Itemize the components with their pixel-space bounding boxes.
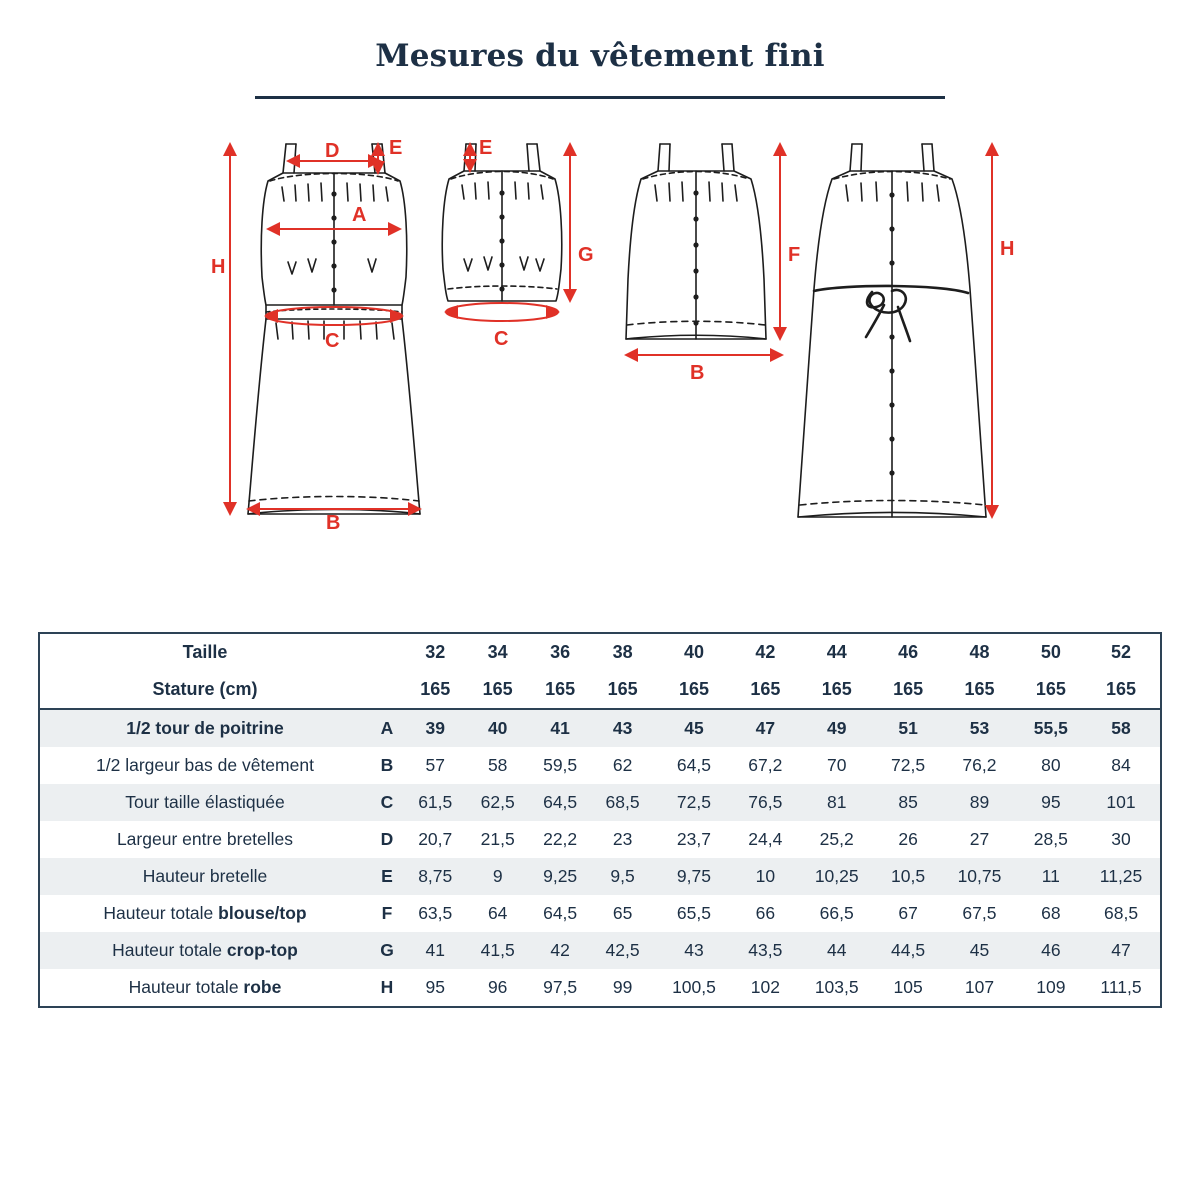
cell: 36	[550, 642, 571, 662]
cell: 68,5	[591, 784, 653, 821]
row-label-hauteur-blouse	[40, 895, 370, 932]
cell: 21,5	[480, 829, 515, 849]
table-row-hauteur-bretelle	[40, 858, 1160, 895]
title-divider	[255, 96, 945, 99]
cell: 84	[1111, 755, 1131, 775]
cell: 24,4	[748, 829, 783, 849]
cell: 50	[1040, 642, 1061, 662]
cell: 61,5	[404, 784, 466, 821]
cell: 59,5	[543, 755, 578, 775]
figure-crop-top	[442, 144, 562, 301]
cell: 43,5	[734, 932, 796, 969]
cell: 64	[487, 903, 508, 923]
cell: 22,2	[543, 829, 578, 849]
cell: 57	[425, 755, 445, 775]
cell: 63,5	[418, 903, 453, 923]
cell: 165	[529, 671, 591, 709]
cell: 52	[1111, 642, 1132, 662]
row-letter-E: E	[370, 858, 404, 895]
cell: 44	[797, 932, 877, 969]
cell: 89	[939, 784, 1019, 821]
cell: 39	[404, 709, 466, 747]
cell: 96	[487, 977, 508, 997]
page-title: Mesures du vêtement fini	[375, 38, 825, 74]
cell: 65,5	[676, 903, 711, 923]
cell: 38	[612, 642, 633, 662]
row-letter-A: A	[370, 709, 404, 747]
row-label-emphasis: blouse/top	[218, 903, 307, 923]
cell: 34	[487, 642, 508, 662]
cell: 42	[529, 932, 591, 969]
cell: 105	[893, 977, 923, 997]
cell: 11	[1020, 858, 1082, 895]
cell: 49	[797, 709, 877, 747]
table-row-hauteur-croptop	[40, 932, 1160, 969]
cell: 32	[425, 642, 446, 662]
cell: 165	[654, 671, 734, 709]
row-letter-taille	[370, 634, 404, 671]
garment-diagram	[0, 109, 1200, 569]
cell: 20,7	[418, 829, 453, 849]
cell: 165	[939, 671, 1019, 709]
cell: 40	[466, 709, 528, 747]
cell: 45	[654, 709, 734, 747]
cell: 41	[529, 709, 591, 747]
garment-diagram-svg	[0, 109, 1200, 569]
cell: 99	[612, 977, 633, 997]
cell: 42,5	[591, 932, 653, 969]
table-row-stature	[40, 671, 1160, 709]
cell: 67,2	[748, 755, 783, 775]
row-label-text: Hauteur totale	[112, 940, 227, 960]
cell: 62	[612, 755, 633, 775]
cell: 85	[877, 784, 939, 821]
diagram-label-A: A	[352, 204, 367, 226]
cell: 66,5	[819, 903, 854, 923]
size-table	[40, 634, 1160, 1006]
cell: 70	[826, 755, 847, 775]
diagram-label-G: G	[578, 244, 594, 266]
table-row-bas-vetement	[40, 747, 1160, 784]
cell: 95	[1020, 784, 1082, 821]
cell: 109	[1036, 977, 1066, 997]
diagram-label-C1: C	[325, 330, 340, 352]
cell: 165	[466, 671, 528, 709]
cell: 62,5	[466, 784, 528, 821]
cell: 11,25	[1082, 858, 1160, 895]
cell: 46	[898, 642, 919, 662]
cell: 95	[425, 977, 445, 997]
row-label-emphasis: robe	[243, 977, 282, 997]
cell: 10,75	[939, 858, 1019, 895]
cell: 165	[877, 671, 939, 709]
cell: 100,5	[672, 977, 716, 997]
cell: 101	[1082, 784, 1160, 821]
cell: 41	[404, 932, 466, 969]
cell: 43	[654, 932, 734, 969]
row-letter-H: H	[380, 977, 394, 997]
cell: 76,5	[734, 784, 796, 821]
cell: 27	[969, 829, 990, 849]
cell: 9,25	[529, 858, 591, 895]
cell: 165	[1020, 671, 1082, 709]
title-block	[0, 0, 1200, 99]
cell: 40	[683, 642, 704, 662]
cell: 25,2	[819, 829, 854, 849]
cell: 68	[1041, 903, 1061, 923]
diagram-label-C2: C	[494, 328, 509, 350]
cell: 44	[826, 642, 847, 662]
row-label-hauteur-croptop	[40, 932, 370, 969]
figure-dress-front	[248, 144, 420, 514]
cell: 9	[466, 858, 528, 895]
cell: 47	[734, 709, 796, 747]
diagram-label-H2: H	[1000, 238, 1015, 260]
cell: 47	[1082, 932, 1160, 969]
row-label-hauteur-bretelle: Hauteur bretelle	[40, 858, 370, 895]
cell: 10,25	[797, 858, 877, 895]
row-letter-F: F	[381, 903, 393, 923]
cell: 64,5	[676, 755, 711, 775]
cell: 165	[591, 671, 653, 709]
row-letter-D: D	[380, 829, 394, 849]
cell: 81	[797, 784, 877, 821]
cell: 165	[1082, 671, 1160, 709]
cell: 48	[969, 642, 990, 662]
diagram-label-E1: E	[389, 137, 403, 159]
row-letter-stature	[370, 671, 404, 709]
row-label-text: Hauteur totale	[103, 903, 219, 923]
cell: 10,5	[877, 858, 939, 895]
cell: 97,5	[543, 977, 578, 997]
cell: 26	[898, 829, 918, 849]
row-label-poitrine: 1/2 tour de poitrine	[40, 709, 370, 747]
table-row-entre-bretelles	[40, 821, 1160, 858]
cell: 107	[964, 977, 995, 997]
row-label-emphasis: crop-top	[226, 940, 298, 960]
table-row-poitrine	[40, 709, 1160, 747]
cell: 23	[612, 829, 633, 849]
row-label-stature: Stature (cm)	[40, 671, 370, 709]
cell: 44,5	[877, 932, 939, 969]
diagram-label-F: F	[788, 244, 801, 266]
cell: 65	[612, 903, 633, 923]
cell: 102	[750, 977, 780, 997]
figure-dress-belted	[798, 144, 986, 517]
row-label-taille-elastiquee: Tour taille élastiquée	[40, 784, 370, 821]
table-row-hauteur-blouse	[40, 895, 1160, 932]
cell: 43	[591, 709, 653, 747]
diagram-label-B2: B	[690, 362, 705, 384]
table-row-taille	[40, 634, 1160, 671]
cell: 46	[1020, 932, 1082, 969]
size-table-container	[38, 632, 1162, 1008]
cell: 58	[487, 755, 508, 775]
cell: 165	[404, 671, 466, 709]
cell: 45	[939, 932, 1019, 969]
table-row-hauteur-robe	[40, 969, 1160, 1006]
table-row-taille-elastiquee	[40, 784, 1160, 821]
cell: 72,5	[891, 755, 926, 775]
cell: 67,5	[962, 903, 997, 923]
cell: 64,5	[529, 784, 591, 821]
figure-blouse-top	[626, 144, 766, 339]
row-label-taille: Taille	[182, 642, 228, 662]
cell: 10	[734, 858, 796, 895]
cell: 9,75	[654, 858, 734, 895]
cell: 80	[1041, 755, 1061, 775]
cell: 28,5	[1033, 829, 1068, 849]
row-label-entre-bretelles: Largeur entre bretelles	[116, 829, 294, 849]
cell: 42	[755, 642, 776, 662]
cell: 64,5	[543, 903, 578, 923]
cell: 76,2	[962, 755, 997, 775]
row-letter-C: C	[370, 784, 404, 821]
row-label-bas-vetement: 1/2 largeur bas de vêtement	[96, 755, 314, 775]
row-letter-B: B	[380, 755, 394, 775]
cell: 55,5	[1020, 709, 1082, 747]
cell: 8,75	[404, 858, 466, 895]
cell: 41,5	[466, 932, 528, 969]
row-label-text: Hauteur totale	[128, 977, 244, 997]
cell: 30	[1111, 829, 1131, 849]
cell: 68,5	[1104, 903, 1139, 923]
cell: 58	[1082, 709, 1160, 747]
cell: 51	[877, 709, 939, 747]
row-letter-G: G	[370, 932, 404, 969]
diagram-label-B1: B	[326, 512, 341, 534]
size-table-body	[40, 634, 1160, 1006]
cell: 103,5	[814, 977, 859, 997]
cell: 72,5	[654, 784, 734, 821]
diagram-label-D: D	[325, 140, 340, 162]
cell: 66	[755, 903, 776, 923]
cell: 9,5	[591, 858, 653, 895]
diagram-label-H1: H	[211, 256, 226, 278]
cell: 165	[797, 671, 877, 709]
cell: 23,7	[676, 829, 711, 849]
cell: 111,5	[1100, 977, 1142, 997]
cell: 67	[898, 903, 918, 923]
cell: 53	[939, 709, 1019, 747]
diagram-label-E2: E	[479, 137, 493, 159]
row-label-hauteur-robe	[40, 969, 370, 1006]
cell: 165	[734, 671, 796, 709]
